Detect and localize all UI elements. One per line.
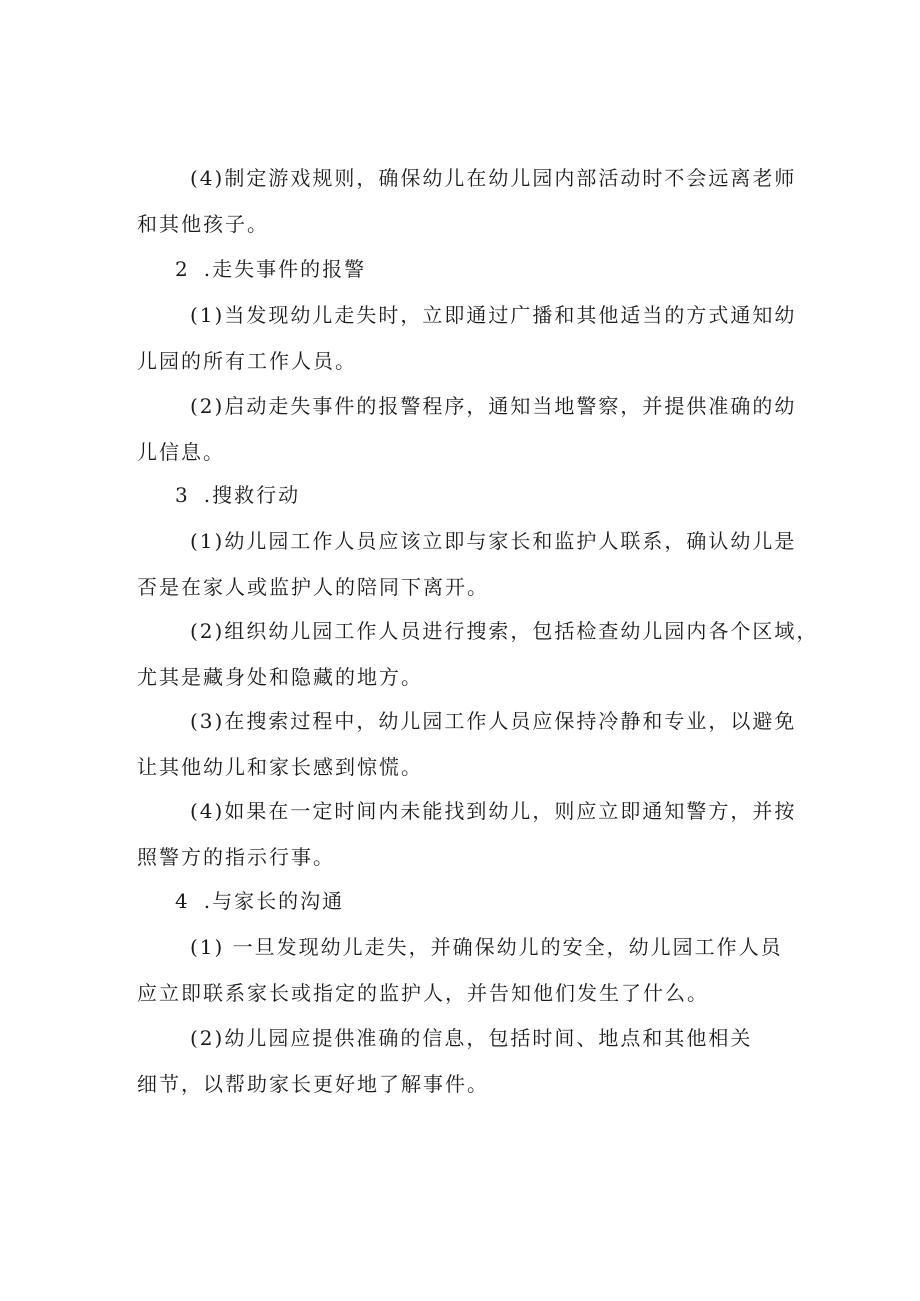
- paragraph-line: (2)启动走失事件的报警程序，通知当地警察，并提供准确的幼: [190, 394, 797, 418]
- paragraph-line: (1) 一旦发现幼儿走失，并确保幼儿的安全，幼儿园工作人员: [190, 935, 783, 959]
- paragraph-line: 和其他孩子。: [137, 212, 269, 236]
- paragraph-line: 儿园的所有工作人员。: [137, 349, 357, 373]
- paragraph-3-stay-calm: [137, 698, 797, 790]
- paragraph-line: 细节，以帮助家长更好地了解事件。: [137, 1072, 489, 1096]
- paragraph-line: (1)幼儿园工作人员应该立即与家长和监护人联系，确认幼儿是: [190, 529, 797, 553]
- paragraph-line: (2)组织幼儿园工作人员进行搜索，包括检查幼儿园内各个区域，: [190, 619, 819, 643]
- paragraph-1-notify-staff: [137, 292, 797, 384]
- paragraph-2-alarm-procedure: [137, 383, 797, 475]
- paragraph-line: 应立即联系家长或指定的监护人，并告知他们发生了什么。: [137, 981, 709, 1005]
- paragraph-line: 照警方的指示行事。: [137, 845, 335, 869]
- paragraph-4-game-rules: [137, 155, 797, 247]
- paragraph-line: 儿信息。: [137, 440, 225, 464]
- section-heading-search: [175, 472, 300, 518]
- paragraph-1-contact-parents: [137, 518, 797, 610]
- section-number: 4: [175, 889, 190, 913]
- paragraph-line: (4)如果在一定时间内未能找到幼儿，则应立即通知警方，并按: [190, 799, 797, 823]
- paragraph-line: (4)制定游戏规则，确保幼儿在幼儿园内部活动时不会远离老师: [190, 166, 797, 190]
- section-number: 3: [175, 483, 190, 507]
- paragraph-line: (1)当发现幼儿走失时，立即通过广播和其他适当的方式通知幼: [190, 303, 797, 327]
- paragraph-line: (2)幼儿园应提供准确的信息，包括时间、地点和其他相关: [190, 1026, 753, 1050]
- section-title: .搜救行动: [203, 483, 301, 507]
- section-heading-alarm: [175, 246, 366, 292]
- paragraph-line: 让其他幼儿和家长感到惊慌。: [137, 755, 423, 779]
- paragraph-line: 否是在家人或监护人的陪同下离开。: [137, 575, 489, 599]
- paragraph-line: (3)在搜索过程中，幼儿园工作人员应保持冷静和专业，以避免: [190, 709, 797, 733]
- paragraph-line: 尤其是藏身处和隐藏的地方。: [137, 665, 423, 689]
- paragraph-1-inform-parents: [137, 924, 787, 1016]
- section-number: 2: [175, 257, 190, 281]
- paragraph-4-notify-police: [137, 788, 797, 880]
- paragraph-2-organize-search: [137, 608, 819, 700]
- paragraph-2-accurate-info: [137, 1015, 787, 1107]
- section-heading-parent-communication: [175, 878, 344, 924]
- section-title: .与家长的沟通: [203, 889, 345, 913]
- section-title: .走失事件的报警: [203, 257, 367, 281]
